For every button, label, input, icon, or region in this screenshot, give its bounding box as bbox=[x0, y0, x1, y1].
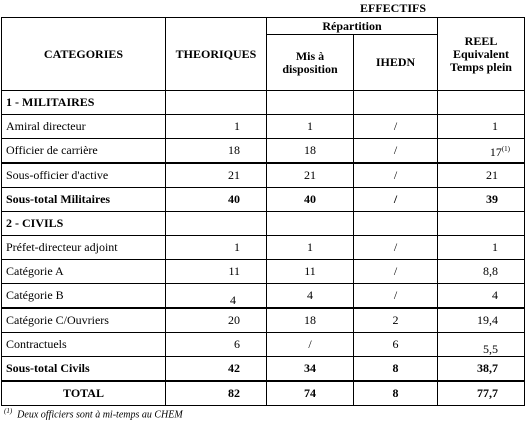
cell-theoriques: 20 bbox=[166, 308, 267, 333]
header-mis-a-disposition: Mis à disposition bbox=[267, 35, 354, 91]
row-label: Sous-total Civils bbox=[2, 357, 166, 382]
cell-ihedn: / bbox=[354, 139, 438, 164]
cell-reel: 39 bbox=[438, 188, 525, 212]
section-row-militaires bbox=[2, 91, 525, 115]
subtotal-row bbox=[2, 357, 525, 382]
cell-theoriques: 40 bbox=[166, 188, 267, 212]
footnote bbox=[4, 407, 183, 420]
cell-mis-a-disposition: 74 bbox=[267, 381, 354, 406]
cell-mis-a-disposition: 11 bbox=[267, 260, 354, 284]
cell-theoriques: 21 bbox=[166, 163, 267, 188]
table-row bbox=[2, 308, 525, 333]
cell-ihedn: / bbox=[354, 115, 438, 139]
row-label: Contractuels bbox=[2, 333, 166, 357]
header-reel: REEL Equivalent Temps plein bbox=[438, 18, 525, 91]
cell-mis-a-disposition: 1 bbox=[267, 236, 354, 260]
cell-reel: 21 bbox=[438, 163, 525, 188]
effectifs-title: EFFECTIFS bbox=[359, 1, 426, 15]
cell-reel: 4 bbox=[438, 284, 525, 309]
header-ihedn: IHEDN bbox=[354, 35, 438, 91]
section-label: 1 - MILITAIRES bbox=[2, 91, 166, 115]
cell-mis-a-disposition: 21 bbox=[267, 163, 354, 188]
row-label: Catégorie A bbox=[2, 260, 166, 284]
cell-ihedn: / bbox=[354, 236, 438, 260]
row-label: Catégorie C/Ouvriers bbox=[2, 308, 166, 333]
cell-theoriques: 4 bbox=[166, 284, 267, 309]
cell-theoriques: 1 bbox=[166, 115, 267, 139]
row-label: Préfet-directeur adjoint bbox=[2, 236, 166, 260]
cell-ihedn: / bbox=[354, 284, 438, 309]
cell-mis-a-disposition: / bbox=[267, 333, 354, 357]
row-label: TOTAL bbox=[2, 381, 166, 406]
footnote-ref: (1) bbox=[501, 144, 511, 153]
cell-theoriques: 11 bbox=[166, 260, 267, 284]
cell-theoriques: 1 bbox=[166, 236, 267, 260]
cell-theoriques: 82 bbox=[166, 381, 267, 406]
header-categories: CATEGORIES bbox=[2, 18, 166, 91]
cell-theoriques: 6 bbox=[166, 333, 267, 357]
cell-reel: 1 bbox=[438, 115, 525, 139]
cell-ihedn: 8 bbox=[354, 381, 438, 406]
cell-mis-a-disposition: 1 bbox=[267, 115, 354, 139]
table-row bbox=[2, 163, 525, 188]
cell-mis-a-disposition: 4 bbox=[267, 284, 354, 309]
table-row bbox=[2, 333, 525, 357]
cell-reel: 19,4 bbox=[438, 308, 525, 333]
cell-theoriques: 18 bbox=[166, 139, 267, 164]
cell-mis-a-disposition: 34 bbox=[267, 357, 354, 382]
cell-ihedn: / bbox=[354, 163, 438, 188]
cell-ihedn: / bbox=[354, 260, 438, 284]
row-label: Amiral directeur bbox=[2, 115, 166, 139]
cell-reel: 5,5 bbox=[438, 333, 525, 357]
total-row bbox=[2, 381, 525, 406]
cell-ihedn: 2 bbox=[354, 308, 438, 333]
cell-theoriques: 42 bbox=[166, 357, 267, 382]
row-label: Sous-officier d'active bbox=[2, 163, 166, 188]
header-theoriques: THEORIQUES bbox=[166, 18, 267, 91]
cell-ihedn: 8 bbox=[354, 357, 438, 382]
header-repartition: Répartition bbox=[267, 18, 438, 35]
cell-mis-a-disposition: 18 bbox=[267, 308, 354, 333]
footnote-text: Deux officiers sont à mi-temps au CHEM bbox=[17, 409, 183, 421]
section-label: 2 - CIVILS bbox=[2, 212, 166, 236]
row-label: Officier de carrière bbox=[2, 139, 166, 164]
cell-reel: 38,7 bbox=[438, 357, 525, 382]
cell-reel-value: 17 bbox=[489, 144, 502, 159]
row-label: Sous-total Militaires bbox=[2, 188, 166, 212]
cell-reel: 77,7 bbox=[438, 381, 525, 406]
cell-reel: 1 bbox=[438, 236, 525, 260]
footnote-marker: (1) bbox=[4, 407, 13, 415]
cell-reel: 8,8 bbox=[438, 260, 525, 284]
cell-mis-a-disposition: 18 bbox=[267, 139, 354, 164]
cell-mis-a-disposition: 40 bbox=[267, 188, 354, 212]
table-row bbox=[2, 260, 525, 284]
table-row bbox=[2, 139, 525, 164]
cell-ihedn: 6 bbox=[354, 333, 438, 357]
table-row bbox=[2, 236, 525, 260]
section-row-civils bbox=[2, 212, 525, 236]
table-row bbox=[2, 284, 525, 309]
effectifs-table bbox=[1, 17, 525, 406]
table-row bbox=[2, 115, 525, 139]
subtotal-row bbox=[2, 188, 525, 212]
cell-ihedn: / bbox=[354, 188, 438, 212]
row-label: Catégorie B bbox=[2, 284, 166, 309]
cell-reel bbox=[438, 139, 525, 164]
